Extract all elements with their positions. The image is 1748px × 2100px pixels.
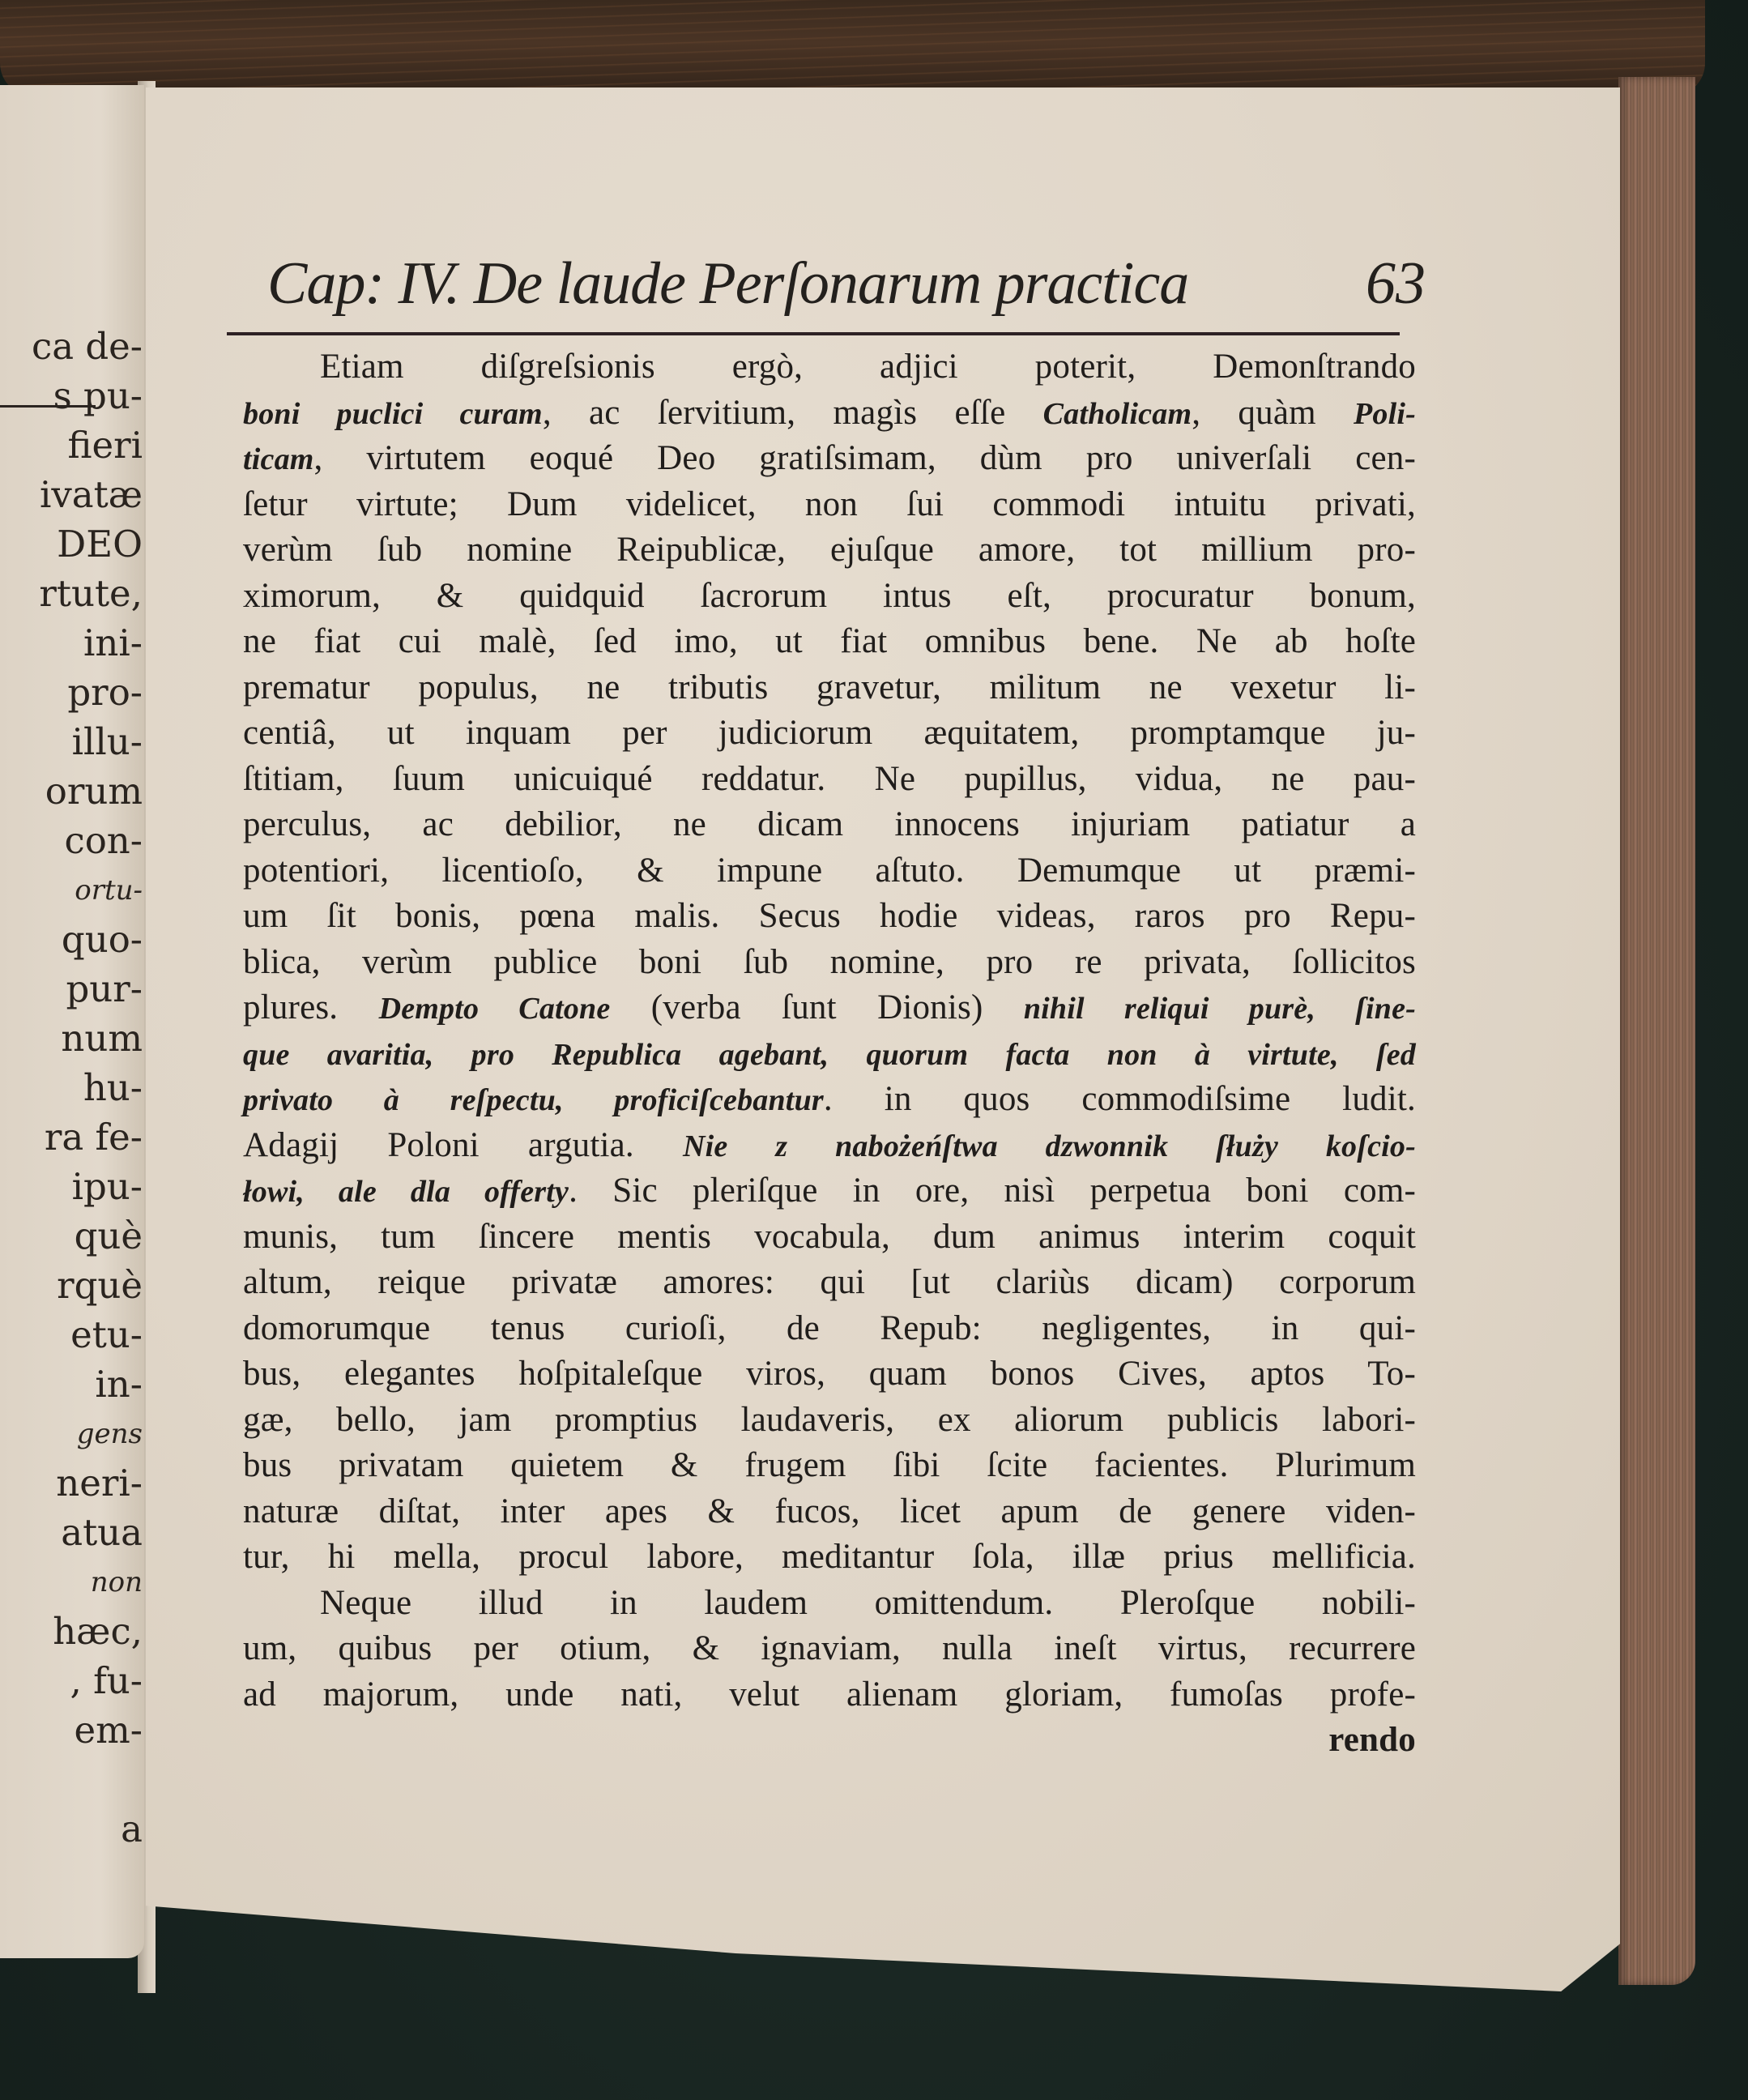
text-line	[243, 1123, 1416, 1169]
left-page-fragment	[0, 85, 144, 1958]
text-line	[243, 619, 1416, 665]
italic-text: ticam	[243, 442, 314, 476]
text-line	[243, 940, 1416, 986]
text-line	[243, 757, 1416, 803]
head-rule	[227, 332, 1400, 335]
text-line	[243, 848, 1416, 894]
left-page-line: num	[61, 1017, 143, 1060]
roman-text: blica, verùm publice boni ſub nomine, pro re privata, ſollicitos	[243, 942, 1416, 981]
left-page-line: ipu-	[71, 1165, 143, 1208]
roman-text: um ſit bonis, pœna malis. Secus hodie videas, raros pro Repu-	[243, 897, 1416, 935]
text-line	[243, 665, 1416, 711]
text-line	[243, 482, 1416, 528]
roman-text: plures.	[243, 988, 379, 1027]
left-page-line: ini-	[83, 621, 143, 664]
left-page-line: etu-	[70, 1313, 143, 1356]
left-page-line: fieri	[67, 424, 143, 467]
text-line	[243, 1581, 1416, 1627]
left-page-line: non	[90, 1566, 143, 1598]
text-line	[243, 436, 1416, 482]
left-page-line: em-	[74, 1709, 143, 1752]
left-page-line: , fu-	[70, 1659, 143, 1702]
text-line	[243, 527, 1416, 574]
italic-text: boni puclici curam	[243, 396, 543, 431]
left-page-line: illu-	[71, 720, 143, 763]
text-line	[243, 1260, 1416, 1306]
italic-text: Nie z nabożeńſtwa dzwonnik ſłuży koſcio-	[682, 1129, 1416, 1163]
running-head	[267, 243, 1426, 324]
roman-text: prematur populus, ne tributis gravetur, militum ne vexetur li-	[243, 668, 1416, 706]
left-page-line: què	[74, 1214, 143, 1257]
text-line	[243, 711, 1416, 757]
roman-text: bus privatam quietem & frugem ſibi ſcite facientes. Plurimum	[243, 1446, 1416, 1484]
left-page-line: hu-	[83, 1066, 143, 1109]
text-line	[243, 344, 1416, 391]
left-page-line: ca de-	[32, 325, 143, 368]
roman-text: ad majorum, unde nati, velut alienam gloriam, fumoſas profe-	[243, 1675, 1416, 1714]
roman-text: Neque illud in laudem omittendum. Pleroſque nobili-	[320, 1583, 1416, 1622]
text-line	[243, 1214, 1416, 1261]
roman-text: munis, tum ſincere mentis vocabula, dum animus interim coquit	[243, 1217, 1416, 1256]
left-page-line: con-	[64, 819, 143, 862]
roman-text: perculus, ac debilior, ne dicam innocens injuriam patiatur a	[243, 805, 1416, 843]
roman-text: domorumque tenus curioſi, de Repub: negligentes, in qui-	[243, 1308, 1416, 1347]
left-page-line: rquè	[57, 1264, 143, 1307]
left-page-line: orum	[45, 770, 143, 813]
text-line	[243, 1443, 1416, 1489]
page-number: 63	[1366, 250, 1426, 317]
roman-text: potentiori, licentioſo, & impune aſtuto. Demumque ut præmi-	[243, 851, 1416, 890]
text-line	[243, 1534, 1416, 1581]
left-page-line: a	[121, 1808, 143, 1850]
text-line	[243, 1626, 1416, 1672]
left-page-line: DEO	[57, 523, 143, 566]
text-line	[243, 802, 1416, 848]
left-page-line: pro-	[67, 671, 143, 714]
left-page-line: neri-	[56, 1462, 143, 1505]
book-top-edge	[0, 0, 1705, 96]
left-page-line: ortu-	[75, 874, 143, 907]
body-text	[243, 344, 1416, 1764]
text-line	[243, 574, 1416, 620]
running-head-title: Cap: IV. De laude Perſonarum practica	[267, 250, 1189, 317]
roman-text: tur, hi mella, procul labore, meditantur ſola, illæ prius mellificia.	[243, 1538, 1416, 1576]
italic-text: nihil reliqui purè, ſine-	[1023, 992, 1417, 1026]
text-line	[243, 1672, 1416, 1718]
text-line	[243, 1489, 1416, 1535]
roman-text: verùm ſub nomine Reipublicæ, ejuſque amore, tot millium pro-	[243, 531, 1416, 569]
roman-text: gæ, bello, jam promptius laudaveris, ex aliorum publicis labori-	[243, 1400, 1416, 1439]
roman-text: naturæ diſtat, inter apes & fucos, licet apum de genere viden-	[243, 1492, 1416, 1530]
text-line	[243, 1398, 1416, 1444]
roman-text: ſtitiam, ſuum unicuiqué reddatur. Ne pupillus, vidua, ne pau-	[243, 759, 1416, 798]
roman-text: ſetur virtute; Dum videlicet, non ſui commodi intuitu privati,	[243, 484, 1416, 523]
text-line	[243, 391, 1416, 437]
roman-text: . Sic pleriſque in ore, nisì perpetua boni com-	[569, 1172, 1416, 1210]
italic-text: Poli-	[1354, 396, 1416, 431]
roman-text: ne fiat cui malè, ſed imo, ut fiat omnibus bene. Ne ab hoſte	[243, 622, 1416, 660]
roman-text: um, quibus per otium, & ignaviam, nulla ineſt virtus, recurrere	[243, 1629, 1416, 1667]
roman-text: ximorum, & quidquid ſacrorum intus eſt, procuratur bonum,	[243, 576, 1416, 615]
italic-text: privato à reſpectu, proficiſcebantur	[243, 1083, 824, 1117]
roman-text: , quàm	[1192, 393, 1354, 432]
left-page-line: ra fe-	[44, 1116, 143, 1159]
italic-text: Catholicam	[1042, 396, 1192, 431]
text-line	[243, 1077, 1416, 1123]
italic-text: Dempto Catone	[378, 992, 611, 1026]
text-line	[243, 1351, 1416, 1398]
left-page-line: gens	[76, 1418, 143, 1450]
roman-text: bus, elegantes hoſpitaleſque viros, quam bonos Cives, aptos To-	[243, 1355, 1416, 1393]
left-page-line: ivatæ	[39, 473, 143, 516]
left-page-line: hæc,	[53, 1610, 143, 1653]
left-page-line: in-	[95, 1363, 143, 1406]
text-line	[243, 1168, 1416, 1214]
roman-text: , virtutem eoqué Deo gratiſsimam, dùm pro univerſali cen-	[313, 439, 1416, 477]
left-page-line: s pu-	[53, 374, 143, 417]
text-line	[243, 985, 1416, 1031]
left-page-line: atua	[61, 1511, 143, 1554]
text-line	[243, 1306, 1416, 1352]
text-line	[243, 1031, 1416, 1078]
roman-text: (verba ſunt Dionis)	[610, 988, 1024, 1027]
roman-text: . in quos commodiſsime ludit.	[823, 1080, 1416, 1118]
text-line	[243, 894, 1416, 940]
catchword: rendo	[1328, 1721, 1416, 1759]
roman-text: Etiam diſgreſsionis ergò, adjici poterit, Demonſtrando	[320, 348, 1416, 386]
italic-text: łowi, ale dla offerty	[243, 1175, 569, 1209]
roman-text: , ac ſervitium, magìs eſſe	[542, 393, 1043, 432]
roman-text: altum, reique privatæ amores: qui [ut clariùs dicam) corporum	[243, 1263, 1416, 1301]
book-fore-edge	[1618, 77, 1695, 1985]
italic-text: que avaritia, pro Republica agebant, quorum facta non à virtute, ſed	[243, 1037, 1416, 1072]
left-page-line: rtute,	[39, 572, 143, 615]
left-page-line: quo-	[61, 918, 143, 961]
roman-text: centiâ, ut inquam per judiciorum æquitatem, promptamque ju-	[243, 714, 1416, 752]
roman-text: Adagij Poloni argutia.	[243, 1125, 683, 1164]
left-page-line: pur-	[66, 967, 143, 1010]
